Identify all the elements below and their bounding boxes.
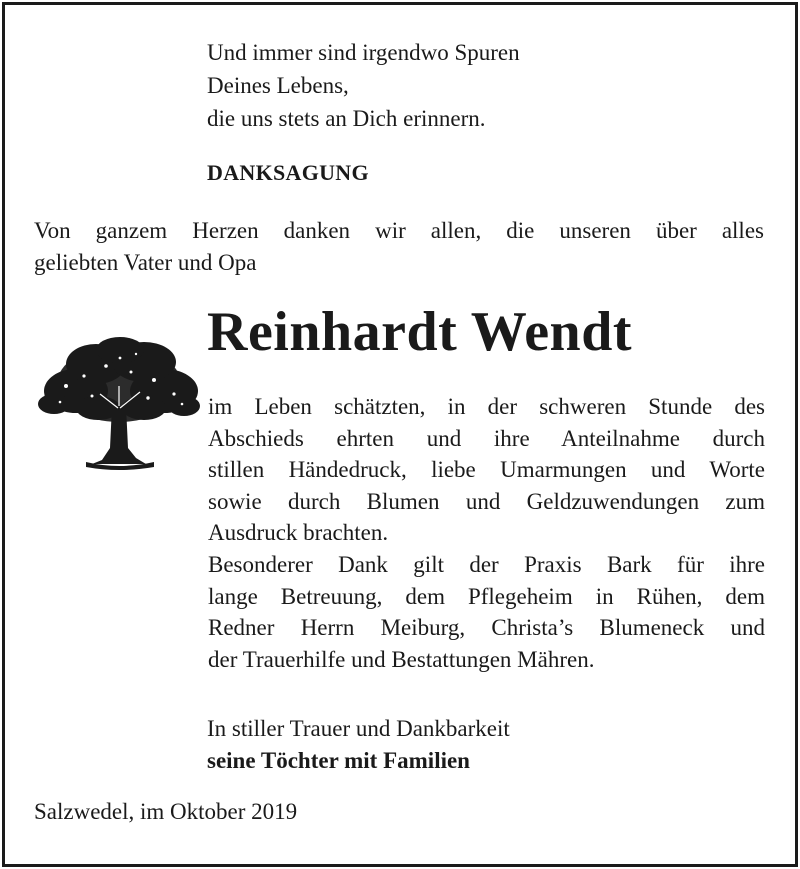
body-line: stillen Händedruck, liebe Umarmungen und Worte bbox=[208, 457, 765, 483]
intro-line: geliebten Vater und Opa bbox=[34, 250, 257, 275]
intro-line: Von ganzem Herzen danken wir allen, die unseren über alles bbox=[34, 218, 764, 243]
tree-icon bbox=[36, 336, 202, 476]
poem-line: die uns stets an Dich erinnern. bbox=[207, 106, 486, 131]
signatories: seine Töchter mit Familien bbox=[207, 748, 470, 773]
intro-paragraph bbox=[34, 215, 764, 279]
body-line: der Trauerhilfe und Bestattungen Mähren. bbox=[208, 646, 595, 672]
deceased-name: Reinhardt Wendt bbox=[207, 301, 632, 363]
body-paragraph bbox=[208, 391, 765, 675]
body-line: Besonderer Dank gilt der Praxis Bark für ihre bbox=[208, 551, 765, 577]
memorial-poem bbox=[207, 36, 520, 135]
body-line: Ausdruck brachten. bbox=[208, 520, 389, 546]
closing-block bbox=[207, 713, 510, 777]
body-line: Abschieds ehrten und ihre Anteilnahme durch bbox=[208, 425, 765, 451]
poem-line: Und immer sind irgendwo Spuren bbox=[207, 40, 520, 65]
notice-heading: DANKSAGUNG bbox=[207, 160, 369, 185]
body-line: sowie durch Blumen und Geldzuwendungen zum bbox=[208, 488, 765, 514]
body-line: Redner Herrn Meiburg, Christa’s Blumeneck und bbox=[208, 615, 765, 641]
body-line: im Leben schätzten, in der schweren Stunde des bbox=[208, 394, 765, 419]
place-date: Salzwedel, im Oktober 2019 bbox=[34, 799, 298, 824]
poem-line: Deines Lebens, bbox=[207, 73, 349, 98]
closing-line: In stiller Trauer und Dankbarkeit bbox=[207, 716, 510, 741]
body-line: lange Betreuung, dem Pflegeheim in Rühen, dem bbox=[208, 583, 765, 609]
